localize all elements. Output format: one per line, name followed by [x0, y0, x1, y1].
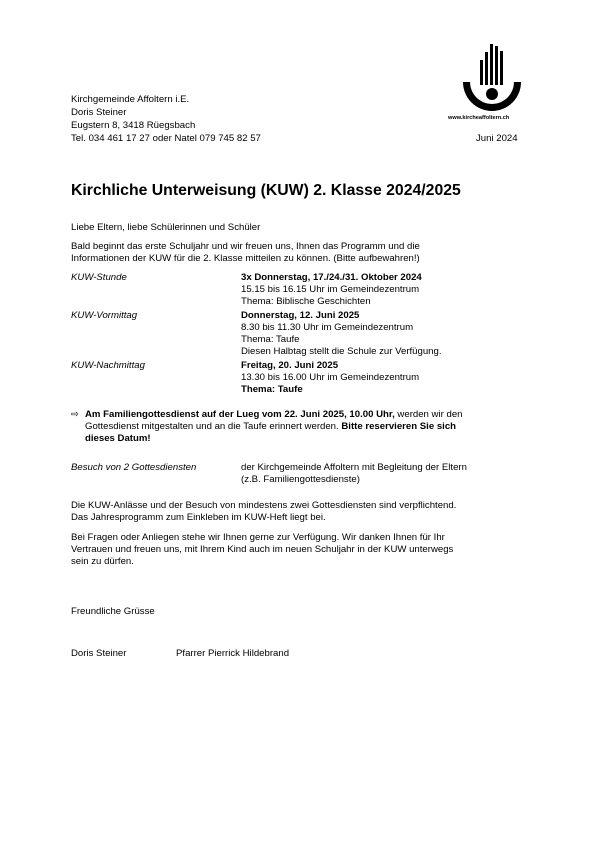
schedule-label-kuw-nachmittag: KUW-Nachmittag	[71, 360, 145, 371]
family-service-bold-start: Am Familiengottesdienst auf der Lueg vom 22. Juni 2025, 10.00 Uhr,	[85, 409, 395, 420]
paragraph-2-line-3: sein zu dürfen.	[71, 556, 134, 567]
paragraph-1-line-1: Die KUW-Anlässe und der Besuch von mindestens zwei Gottesdiensten sind verpflichtend.	[71, 500, 457, 511]
intro-line-1: Bald beginnt das erste Schuljahr und wir freuen uns, Ihnen das Programm und die	[71, 241, 420, 252]
paragraph-1-line-2: Das Jahresprogramm zum Einkleben im KUW-Heft liegt bei.	[71, 512, 326, 523]
paragraph-2-line-2: Vertrauen und freuen uns, mit Ihrem Kind auch im neuen Schuljahr in der KUW unterwegs	[71, 544, 454, 555]
schedule-heading-kuw-nachmittag: Freitag, 20. Juni 2025	[241, 360, 339, 371]
family-service-text: Gottesdienst mitgestalten und an die Taufe erinnert werden.	[85, 421, 342, 432]
greeting: Liebe Eltern, liebe Schülerinnen und Schüler	[71, 222, 261, 233]
family-service-line-1	[85, 409, 463, 421]
services-line-1: der Kirchgemeinde Affoltern mit Begleitung der Eltern	[241, 462, 467, 473]
schedule-heading-kuw-stunde: 3x Donnerstag, 17./24./31. Oktober 2024	[241, 272, 422, 283]
letter-date: Juni 2024	[476, 133, 518, 144]
closing: Freundliche Grüsse	[71, 606, 155, 617]
sender-organisation: Kirchgemeinde Affoltern i.E.	[71, 94, 190, 105]
schedule-heading-kuw-vormittag: Donnerstag, 12. Juni 2025	[241, 310, 360, 321]
arrow-right-icon: ⇨	[71, 409, 80, 420]
sender-address: Eugstern 8, 3418 Rüegsbach	[71, 120, 196, 131]
sender-name: Doris Steiner	[71, 107, 127, 118]
signature-1: Doris Steiner	[71, 648, 127, 659]
family-service-text: werden wir den	[394, 409, 463, 420]
family-service-line-2	[85, 421, 456, 433]
services-line-2: (z.B. Familiengottesdienste)	[241, 474, 360, 485]
schedule-label-kuw-vormittag: KUW-Vormittag	[71, 310, 138, 321]
logo-url: www.kircheaffoltern.ch	[448, 115, 510, 121]
sender-phone: Tel. 034 461 17 27 oder Natel 079 745 82 57	[71, 133, 261, 144]
schedule-label-kuw-stunde: KUW-Stunde	[71, 272, 127, 283]
schedule-line: Diesen Halbtag stellt die Schule zur Verfügung.	[241, 346, 442, 357]
services-label: Besuch von 2 Gottesdiensten	[71, 462, 197, 473]
signature-2: Pfarrer Pierrick Hildebrand	[176, 648, 290, 659]
schedule-line: 8.30 bis 11.30 Uhr im Gemeindezentrum	[241, 322, 414, 333]
church-logo-icon	[459, 42, 525, 114]
schedule-line: 13.30 bis 16.00 Uhr im Gemeindezentrum	[241, 372, 420, 383]
schedule-line: Thema: Biblische Geschichten	[241, 296, 371, 307]
family-service-line-3: dieses Datum!	[85, 433, 151, 444]
family-service-bold-end: Bitte reservieren Sie sich	[341, 421, 457, 432]
schedule-line: Thema: Taufe	[241, 334, 300, 345]
schedule-line: 15.15 bis 16.15 Uhr im Gemeindezentrum	[241, 284, 420, 295]
page-title: Kirchliche Unterweisung (KUW) 2. Klasse 2024/2025	[71, 182, 461, 199]
schedule-bold-line: Thema: Taufe	[241, 384, 303, 395]
paragraph-2-line-1: Bei Fragen oder Anliegen stehe wir Ihnen gerne zur Verfügung. Wir danken Ihnen für Ihr	[71, 532, 445, 543]
intro-line-2: Informationen der KUW für die 2. Klasse mitteilen zu können. (Bitte aufbewahren!)	[71, 253, 420, 264]
